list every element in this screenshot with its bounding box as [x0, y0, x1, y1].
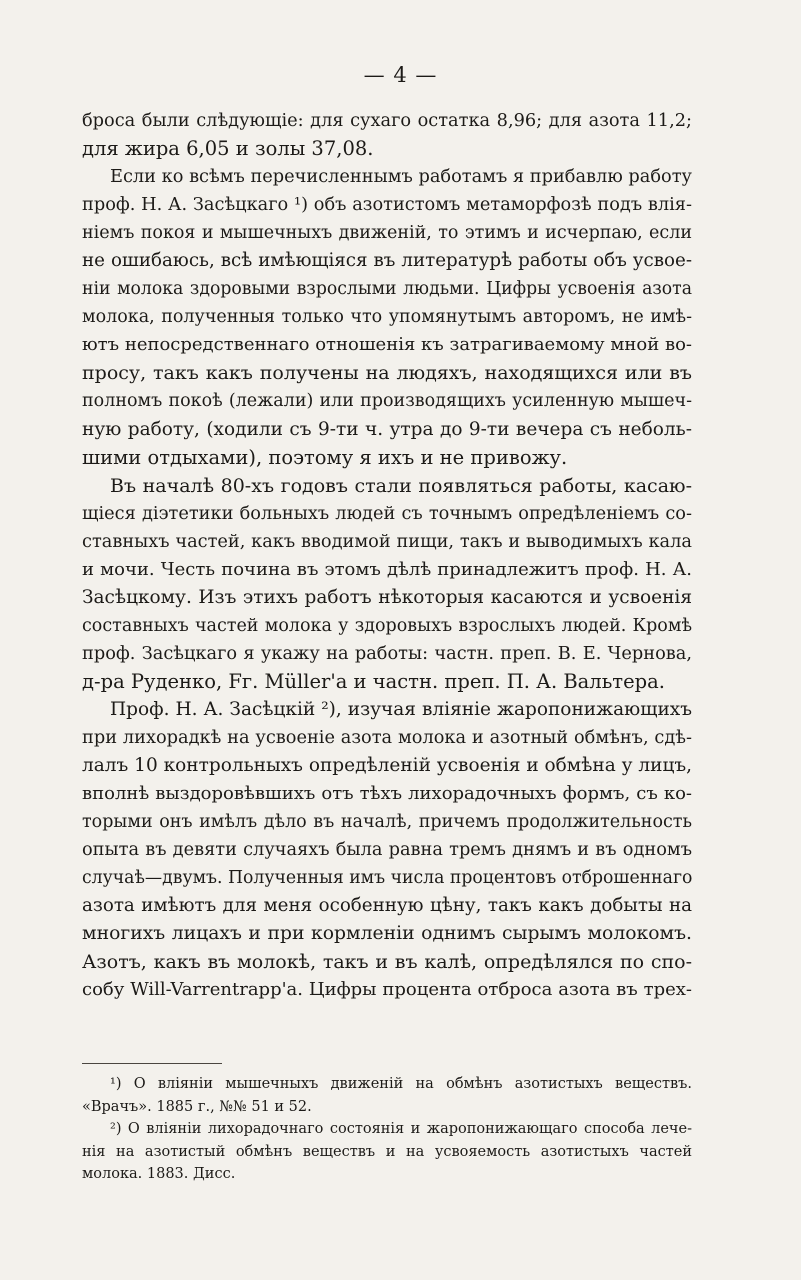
- text-line: ную работу, (ходили съ 9-ти ч. утра до 9-ти вечера съ неболь-: [82, 418, 692, 440]
- text-line: лалъ 10 контрольныхъ опредѣленій усвоенія и обмѣна у лицъ,: [82, 755, 692, 777]
- text-line: случаѣ—двумъ. Полученныя имъ числа процентовъ отброшеннаго: [82, 868, 693, 889]
- text-line: Засѣцкому. Изъ этихъ работъ нѣкоторыя касаются и усвоенія: [82, 586, 692, 608]
- text-line: молока, полученныя только что упомянутымъ авторомъ, не имѣ-: [82, 307, 692, 328]
- text-line: для жира 6,05 и золы 37,08.: [82, 137, 374, 161]
- text-line: не ошибаюсь, всѣ имѣющіяся въ литературѣ работы объ усвое-: [82, 250, 692, 272]
- footnotes: [82, 1073, 692, 1186]
- text-line: многихъ лицахъ и при кормленіи однимъ сырымъ молокомъ.: [82, 923, 692, 945]
- text-line: собу Will-Varrentrapp'a. Цифры процента отброса азота въ трех-: [82, 979, 692, 1001]
- text-line: Въ началѣ 80-хъ годовъ стали появляться работы, касаю-: [110, 474, 692, 497]
- body-text: [82, 107, 692, 1005]
- footnote-line: «Врачъ». 1885 г., №№ 51 и 52.: [82, 1098, 312, 1115]
- page-number: — 4 —: [363, 63, 438, 87]
- text-line: опыта въ девяти случаяхъ была равна тремъ днямъ и въ одномъ: [82, 840, 692, 861]
- footnote-divider: [82, 1063, 222, 1064]
- text-line: ставныхъ частей, какъ вводимой пищи, такъ и выводимыхъ кала: [82, 531, 692, 552]
- text-line: азота имѣютъ для меня особенную цѣну, такъ какъ добыты на: [82, 895, 692, 917]
- text-line: полномъ покоѣ (лежали) или производящихъ усиленную мышеч-: [82, 391, 692, 412]
- text-line: д-ра Руденко, Fг. Müller'a и частн. преп. П. А. Вальтера.: [82, 669, 665, 693]
- text-line: Азотъ, какъ въ молокѣ, такъ и въ калѣ, опредѣлялся по спо-: [82, 951, 692, 974]
- footnote-line: ¹) О вліяніи мышечныхъ движеній на обмѣнъ азотистыхъ веществъ.: [110, 1076, 692, 1092]
- text-line: и мочи. Честь почина въ этомъ дѣлѣ принадлежитъ проф. Н. А.: [82, 558, 692, 580]
- text-line: броса были слѣдующіе: для сухаго остатка 8,96; для азота 11,2;: [82, 111, 692, 131]
- text-line: ютъ непосредственнаго отношенія къ затрагиваемому мной во-: [82, 334, 692, 356]
- text-line: Если ко всѣмъ перечисленнымъ работамъ я прибавлю работу: [110, 167, 693, 188]
- text-line: проф. Засѣцкаго я укажу на работы: частн. преп. В. Е. Чернова,: [82, 643, 692, 664]
- text-line: ніи молока здоровыми взрослыми людьми. Цифры усвоенія азота: [82, 279, 692, 300]
- text-line: щіеся діэтетики больныхъ людей съ точнымъ опредѣленіемъ со-: [82, 503, 692, 524]
- text-line: проф. Н. А. Засѣцкаго ¹) объ азотистомъ метаморфозѣ подъ влія-: [82, 195, 692, 216]
- text-line: составныхъ частей молока у здоровыхъ взрослыхъ людей. Кромѣ: [82, 615, 692, 636]
- text-line: вполнѣ выздоровѣвшихъ отъ тѣхъ лихорадочныхъ формъ, съ ко-: [82, 783, 692, 805]
- text-line: шими отдыхами), поэтому я ихъ и не привожу.: [82, 445, 568, 469]
- footnote-line: нія на азотистый обмѣнъ веществъ и на усвояемость азотистыхъ частей: [82, 1143, 692, 1160]
- text-line: Проф. Н. А. Засѣцкій ²), изучая вліяніе жаропонижающихъ: [110, 698, 692, 720]
- text-line: ніемъ покоя и мышечныхъ движеній, то этимъ и исчерпаю, если: [82, 223, 692, 244]
- text-line: торыми онъ имѣлъ дѣло въ началѣ, причемъ продолжительность: [82, 812, 692, 833]
- footnote-line: молока. 1883. Дисс.: [82, 1166, 236, 1182]
- text-line: просу, такъ какъ получены на людяхъ, находящихся или въ: [82, 362, 692, 385]
- footnote-line: ²) О вліяніи лихорадочнаго состоянія и жаропонижающаго способа лече-: [110, 1121, 692, 1137]
- text-line: при лихорадкѣ на усвоеніе азота молока и азотный обмѣнъ, сдѣ-: [82, 728, 692, 749]
